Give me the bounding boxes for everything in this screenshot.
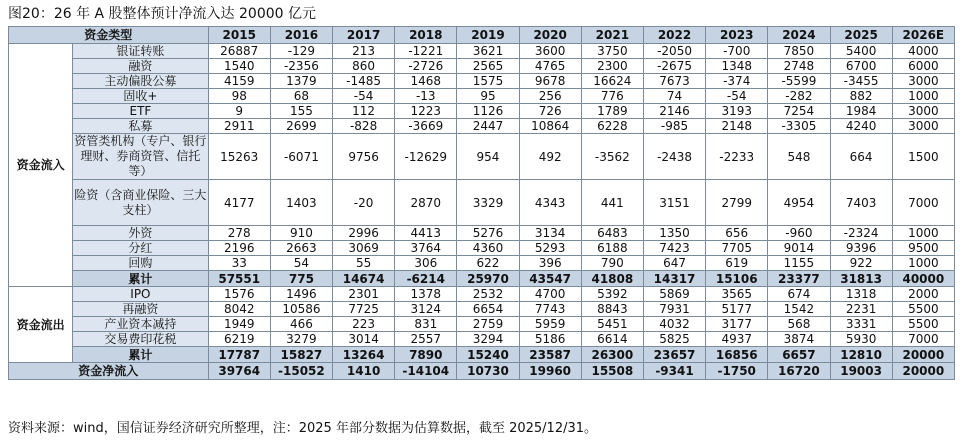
value-cell: 8843 (581, 302, 643, 317)
value-cell: 3069 (333, 241, 395, 256)
value-cell: 2231 (830, 302, 892, 317)
figure-title: 图20：26 年 A 股整体预计净流入达 20000 亿元 (8, 6, 316, 22)
value-cell: 6228 (581, 119, 643, 134)
value-cell: 776 (581, 89, 643, 104)
value-cell: 7673 (643, 74, 705, 89)
value-cell: 1575 (457, 74, 519, 89)
value-cell: 1000 (892, 226, 954, 241)
value-cell: -12629 (395, 134, 457, 180)
value-cell: 256 (519, 89, 581, 104)
row-label: 交易费印花税 (73, 332, 208, 347)
value-cell: 1789 (581, 104, 643, 119)
value-cell: -3455 (830, 74, 892, 89)
value-cell: 7254 (768, 104, 830, 119)
value-cell: 2557 (395, 332, 457, 347)
year-header: 2024 (768, 27, 830, 44)
value-cell: 1468 (395, 74, 457, 89)
value-cell: 9678 (519, 74, 581, 89)
value-cell: 2196 (208, 241, 270, 256)
table-row (9, 89, 955, 104)
value-cell: -282 (768, 89, 830, 104)
value-cell: -374 (706, 74, 768, 89)
value-cell: 1576 (208, 287, 270, 302)
value-cell: 7403 (830, 180, 892, 226)
value-cell: 1155 (768, 256, 830, 271)
value-cell: -54 (333, 89, 395, 104)
value-cell: -2438 (643, 134, 705, 180)
value-cell: 4360 (457, 241, 519, 256)
value-cell: 726 (519, 104, 581, 119)
value-cell: 3014 (333, 332, 395, 347)
value-cell: 2146 (643, 104, 705, 119)
value-cell: -2050 (643, 44, 705, 59)
value-cell: 2663 (270, 241, 332, 256)
value-cell: 15827 (270, 347, 332, 363)
value-cell: -1750 (706, 363, 768, 380)
table-row (9, 74, 955, 89)
value-cell: 9396 (830, 241, 892, 256)
row-label: 险资（含商业保险、三大支柱） (73, 180, 208, 226)
value-cell: 860 (333, 59, 395, 74)
value-cell: 1348 (706, 59, 768, 74)
table-row (9, 104, 955, 119)
value-cell: 1403 (270, 180, 332, 226)
value-cell: 1126 (457, 104, 519, 119)
value-cell: 26300 (581, 347, 643, 363)
header-label: 资金类型 (9, 27, 209, 44)
row-label: 累计 (73, 347, 208, 363)
value-cell: 4954 (768, 180, 830, 226)
value-cell: 5959 (519, 317, 581, 332)
table-row (9, 332, 955, 347)
value-cell: -985 (643, 119, 705, 134)
value-cell: 7705 (706, 241, 768, 256)
year-header: 2020 (519, 27, 581, 44)
year-header: 2026E (892, 27, 954, 44)
table-row (9, 44, 955, 59)
value-cell: 5825 (643, 332, 705, 347)
value-cell: 1000 (892, 89, 954, 104)
row-label: 回购 (73, 256, 208, 271)
value-cell: 13264 (333, 347, 395, 363)
value-cell: 112 (333, 104, 395, 119)
year-header: 2017 (333, 27, 395, 44)
value-cell: 43547 (519, 271, 581, 287)
value-cell: 57551 (208, 271, 270, 287)
value-cell: 656 (706, 226, 768, 241)
value-cell: 306 (395, 256, 457, 271)
row-label: 银证转账 (73, 44, 208, 59)
value-cell: 1000 (892, 256, 954, 271)
value-cell: 15508 (581, 363, 643, 380)
value-cell: 41808 (581, 271, 643, 287)
value-cell: 492 (519, 134, 581, 180)
value-cell: 3621 (457, 44, 519, 59)
value-cell: 6657 (768, 347, 830, 363)
row-label: ETF (73, 104, 208, 119)
value-cell: 2996 (333, 226, 395, 241)
table-row (9, 241, 955, 256)
value-cell: 396 (519, 256, 581, 271)
value-cell: 664 (830, 134, 892, 180)
value-cell: -5599 (768, 74, 830, 89)
value-cell: 622 (457, 256, 519, 271)
table-row (9, 287, 955, 302)
value-cell: 55 (333, 256, 395, 271)
year-header: 2022 (643, 27, 705, 44)
table-row (9, 271, 955, 287)
value-cell: 6219 (208, 332, 270, 347)
value-cell: 7000 (892, 332, 954, 347)
value-cell: 5293 (519, 241, 581, 256)
value-cell: 4343 (519, 180, 581, 226)
value-cell: 17787 (208, 347, 270, 363)
value-cell: 9 (208, 104, 270, 119)
value-cell: 4937 (706, 332, 768, 347)
table-row (9, 226, 955, 241)
value-cell: 19960 (519, 363, 581, 380)
value-cell: 3000 (892, 119, 954, 134)
table-row (9, 317, 955, 332)
value-cell: 16856 (706, 347, 768, 363)
row-label: IPO (73, 287, 208, 302)
value-cell: 4177 (208, 180, 270, 226)
value-cell: 3000 (892, 74, 954, 89)
value-cell: -2233 (706, 134, 768, 180)
value-cell: 6000 (892, 59, 954, 74)
table-row (9, 119, 955, 134)
row-label: 融资 (73, 59, 208, 74)
value-cell: 16720 (768, 363, 830, 380)
value-cell: -6214 (395, 271, 457, 287)
table-row (9, 59, 955, 74)
year-header: 2019 (457, 27, 519, 44)
value-cell: -15052 (270, 363, 332, 380)
table-row (9, 180, 955, 226)
value-cell: 3874 (768, 332, 830, 347)
value-cell: 3600 (519, 44, 581, 59)
value-cell: 9756 (333, 134, 395, 180)
value-cell: 3329 (457, 180, 519, 226)
value-cell: 4000 (892, 44, 954, 59)
value-cell: 6483 (581, 226, 643, 241)
value-cell: 2748 (768, 59, 830, 74)
capital-flow-table (8, 26, 955, 380)
source-note: 资料来源：wind，国信证券经济研究所整理，注：2025 年部分数据为估算数据，截至 2025/12/31。 (8, 421, 598, 436)
category-cell: 资金流出 (9, 287, 73, 363)
value-cell: 16624 (581, 74, 643, 89)
value-cell: 5869 (643, 287, 705, 302)
value-cell: 33 (208, 256, 270, 271)
value-cell: -14104 (395, 363, 457, 380)
row-label: 分红 (73, 241, 208, 256)
value-cell: 6700 (830, 59, 892, 74)
value-cell: -13 (395, 89, 457, 104)
row-label: 累计 (73, 271, 208, 287)
value-cell: 922 (830, 256, 892, 271)
year-header: 2016 (270, 27, 332, 44)
value-cell: 23377 (768, 271, 830, 287)
value-cell: 7000 (892, 180, 954, 226)
value-cell: 5400 (830, 44, 892, 59)
value-cell: 6654 (457, 302, 519, 317)
value-cell: 8042 (208, 302, 270, 317)
value-cell: -3562 (581, 134, 643, 180)
row-label: 外资 (73, 226, 208, 241)
value-cell: 1984 (830, 104, 892, 119)
value-cell: 2300 (581, 59, 643, 74)
value-cell: 5276 (457, 226, 519, 241)
value-cell: 155 (270, 104, 332, 119)
value-cell: 10586 (270, 302, 332, 317)
value-cell: -6071 (270, 134, 332, 180)
value-cell: 19003 (830, 363, 892, 380)
value-cell: -1221 (395, 44, 457, 59)
value-cell: 2532 (457, 287, 519, 302)
value-cell: 15263 (208, 134, 270, 180)
value-cell: 6614 (581, 332, 643, 347)
header-row (9, 27, 955, 44)
value-cell: 23657 (643, 347, 705, 363)
value-cell: 2870 (395, 180, 457, 226)
value-cell: 4413 (395, 226, 457, 241)
value-cell: 2000 (892, 287, 954, 302)
value-cell: 3750 (581, 44, 643, 59)
value-cell: 5930 (830, 332, 892, 347)
table-row (9, 302, 955, 317)
value-cell: 278 (208, 226, 270, 241)
value-cell: 831 (395, 317, 457, 332)
value-cell: 1379 (270, 74, 332, 89)
row-label: 再融资 (73, 302, 208, 317)
value-cell: -700 (706, 44, 768, 59)
value-cell: 7890 (395, 347, 457, 363)
row-label: 固收+ (73, 89, 208, 104)
value-cell: 3193 (706, 104, 768, 119)
value-cell: 1378 (395, 287, 457, 302)
value-cell: 2447 (457, 119, 519, 134)
value-cell: 3177 (706, 317, 768, 332)
value-cell: 6188 (581, 241, 643, 256)
value-cell: -2675 (643, 59, 705, 74)
value-cell: 910 (270, 226, 332, 241)
value-cell: 9500 (892, 241, 954, 256)
value-cell: 2565 (457, 59, 519, 74)
value-cell: 40000 (892, 271, 954, 287)
value-cell: 25970 (457, 271, 519, 287)
value-cell: 775 (270, 271, 332, 287)
value-cell: 3294 (457, 332, 519, 347)
value-cell: 5392 (581, 287, 643, 302)
value-cell: 2799 (706, 180, 768, 226)
value-cell: 9014 (768, 241, 830, 256)
value-cell: 7850 (768, 44, 830, 59)
value-cell: 5451 (581, 317, 643, 332)
value-cell: 5500 (892, 317, 954, 332)
value-cell: 2759 (457, 317, 519, 332)
value-cell: 95 (457, 89, 519, 104)
value-cell: -828 (333, 119, 395, 134)
value-cell: 1318 (830, 287, 892, 302)
value-cell: 10864 (519, 119, 581, 134)
value-cell: 4032 (643, 317, 705, 332)
value-cell: 1949 (208, 317, 270, 332)
value-cell: 74 (643, 89, 705, 104)
year-header: 2021 (581, 27, 643, 44)
value-cell: -20 (333, 180, 395, 226)
year-header: 2015 (208, 27, 270, 44)
value-cell: 4700 (519, 287, 581, 302)
value-cell: 1410 (333, 363, 395, 380)
value-cell: 568 (768, 317, 830, 332)
value-cell: 790 (581, 256, 643, 271)
value-cell: 882 (830, 89, 892, 104)
value-cell: 1540 (208, 59, 270, 74)
value-cell: 1496 (270, 287, 332, 302)
value-cell: 1223 (395, 104, 457, 119)
value-cell: -3305 (768, 119, 830, 134)
value-cell: 3151 (643, 180, 705, 226)
value-cell: 54 (270, 256, 332, 271)
value-cell: 15106 (706, 271, 768, 287)
row-label: 资金净流入 (9, 363, 209, 380)
value-cell: 5186 (519, 332, 581, 347)
value-cell: 15240 (457, 347, 519, 363)
value-cell: 20000 (892, 347, 954, 363)
row-label: 资管类机构（专户、银行理财、券商资管、信托等） (74, 134, 207, 178)
year-header: 2023 (706, 27, 768, 44)
value-cell: 4240 (830, 119, 892, 134)
value-cell: 3565 (706, 287, 768, 302)
year-header: 2025 (830, 27, 892, 44)
value-cell: -960 (768, 226, 830, 241)
value-cell: 14674 (333, 271, 395, 287)
table-row (9, 134, 955, 180)
value-cell: 14317 (643, 271, 705, 287)
value-cell: 7423 (643, 241, 705, 256)
value-cell: 2699 (270, 119, 332, 134)
value-cell: 68 (270, 89, 332, 104)
value-cell: 3764 (395, 241, 457, 256)
value-cell: 3134 (519, 226, 581, 241)
value-cell: -2324 (830, 226, 892, 241)
row-label: 私募 (73, 119, 208, 134)
value-cell: 647 (643, 256, 705, 271)
value-cell: 466 (270, 317, 332, 332)
net-inflow-row (9, 363, 955, 380)
value-cell: 23587 (519, 347, 581, 363)
value-cell: -129 (270, 44, 332, 59)
value-cell: 674 (768, 287, 830, 302)
value-cell: 7743 (519, 302, 581, 317)
value-cell: 3279 (270, 332, 332, 347)
value-cell: 3000 (892, 104, 954, 119)
value-cell: 954 (457, 134, 519, 180)
table-row (9, 347, 955, 363)
value-cell: 441 (581, 180, 643, 226)
value-cell: 7725 (333, 302, 395, 317)
value-cell: 619 (706, 256, 768, 271)
table-row (9, 256, 955, 271)
value-cell: -1485 (333, 74, 395, 89)
value-cell: 20000 (892, 363, 954, 380)
row-label: 主动偏股公募 (73, 74, 208, 89)
value-cell: 5500 (892, 302, 954, 317)
value-cell: 4765 (519, 59, 581, 74)
value-cell: 7931 (643, 302, 705, 317)
value-cell: 10730 (457, 363, 519, 380)
value-cell: -3669 (395, 119, 457, 134)
value-cell: 5177 (706, 302, 768, 317)
value-cell: 31813 (830, 271, 892, 287)
value-cell: 223 (333, 317, 395, 332)
value-cell: 3124 (395, 302, 457, 317)
value-cell: -2726 (395, 59, 457, 74)
value-cell: 1542 (768, 302, 830, 317)
value-cell: -54 (706, 89, 768, 104)
value-cell: 548 (768, 134, 830, 180)
value-cell: 2148 (706, 119, 768, 134)
value-cell: 98 (208, 89, 270, 104)
value-cell: -9341 (643, 363, 705, 380)
row-label: 产业资本减持 (73, 317, 208, 332)
year-header: 2018 (395, 27, 457, 44)
value-cell: 3331 (830, 317, 892, 332)
category-cell: 资金流入 (9, 44, 73, 287)
value-cell: -2356 (270, 59, 332, 74)
value-cell: 213 (333, 44, 395, 59)
value-cell: 2301 (333, 287, 395, 302)
value-cell: 26887 (208, 44, 270, 59)
value-cell: 2911 (208, 119, 270, 134)
value-cell: 4159 (208, 74, 270, 89)
value-cell: 1350 (643, 226, 705, 241)
value-cell: 39764 (208, 363, 270, 380)
value-cell: 12810 (830, 347, 892, 363)
value-cell: 1500 (892, 134, 954, 180)
